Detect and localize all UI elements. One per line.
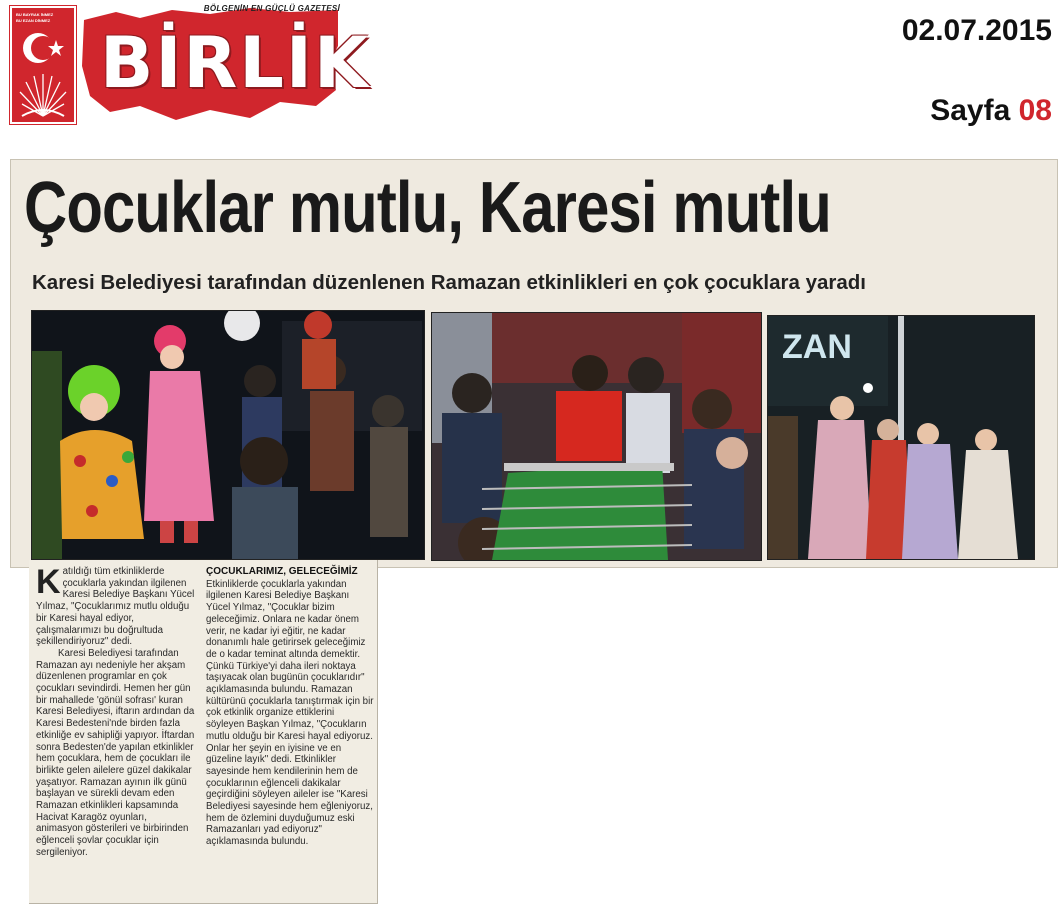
newspaper-tagline: BÖLGENİN EN GÜÇLÜ GAZETESİ — [203, 4, 340, 13]
drop-cap: K — [36, 563, 61, 601]
photo-costumed-performers — [767, 315, 1035, 560]
page-number — [930, 94, 1052, 128]
sign-letters: ZAN — [782, 328, 852, 366]
publication-date: 02.07.2015 — [901, 14, 1052, 47]
page-label: Sayfa — [930, 94, 1011, 127]
photo-clowns-with-children — [31, 310, 425, 560]
emblem-motto-line-2: BU EZAN DİNMEZ — [16, 18, 51, 23]
page-number-value: 08 — [1018, 94, 1052, 127]
photo-children-foosball — [431, 312, 762, 561]
article-column-1 — [36, 563, 196, 859]
article-paragraph: Karesi Belediyesi tarafından Ramazan ayı nedeniyle her akşam düzenlenen programlar en çok çocukları sevindirdi. Hemen her gün bir mahallede 'gönül sofrası' kuran Karesi Belediyesi, iftarın ardından da Karesi Bedesteni'nde birden fazla etkinliğe ev sahipliği yapıyor. İftardan sonra Bedesten'de yapılan etkinlikler hem çocuklara, hem de çocukları ile birlikte gelen ailelere güzel dakikalar yaşatıyor. Ramazan ayının ilk günü başlayan ve sürekli devam eden Ramazan etkinlikleri kapsamında Hacivat Karagöz oyunları, animasyon gösterileri ve birbirinden eğlenceli şovlar çocuklar için sergileniyor. — [36, 647, 195, 858]
crescent-star-icon — [12, 8, 74, 122]
newspaper-logo-emblem — [10, 6, 76, 124]
article-headline: Çocuklar mutlu, Karesi mutlu — [24, 168, 831, 248]
emblem-motto-line-1: BU BAYRAK İNMEZ — [16, 12, 54, 17]
section-heading: ÇOCUKLARIMIZ, GELECEĞİMİZ — [206, 566, 358, 577]
newspaper-name: BİRLİK — [100, 22, 371, 104]
article-subheadline: Karesi Belediyesi tarafından düzenlenen Ramazan etkinlikleri en çok çocuklara yaradı — [32, 271, 867, 294]
article-column-2 — [206, 566, 374, 848]
article-paragraph: Etkinliklerde çocuklarla yakından ilgilenen Karesi Belediye Başkanı Yücel Yılmaz, "Çocuklar bizim geleceğimiz. Onlara ne kadar önem verir, ne kadar iyi eğitir, ne kadar donanımlı hale getirirsek geleceğimiz de o kadar teminat altında demektir. Çünkü Türkiye'yi daha ileri noktaya taşıyacak olan bugünün çocuklarıdır" açıklamasında bulundu. Ramazan kültürünü çocuklarla tanıştırmak için bir çok etkinlik organize ettiklerini söyleyen Başkan Yılmaz, "Çocukların mutlu olduğu bir Karesi hayal ediyoruz. Onlar her şeyin en iyisine ve en güzeline layık" dedi. Etkinlikler sayesinde hem kendilerinin hem de çocuklarının eğlenceli dakikalar geçirdiğini söyleyen aileler ise "Karesi Belediyesi sayesinde hem eğleniyoruz, hem de özlemini duyduğumuz eski Ramazanları yad ediyoruz" açıklamasında bulundu. — [206, 578, 374, 848]
article-intro-paragraph: atıldığı tüm etkinliklerde çocuklarla yakından ilgilenen Karesi Belediye Başkanı Yücel Yılmaz, "Çocuklarımız mutlu olduğu bir Karesi hayal ediyor, çalışmalarımızı bu doğrultuda şekillendiriyoruz" dedi. — [36, 566, 195, 648]
